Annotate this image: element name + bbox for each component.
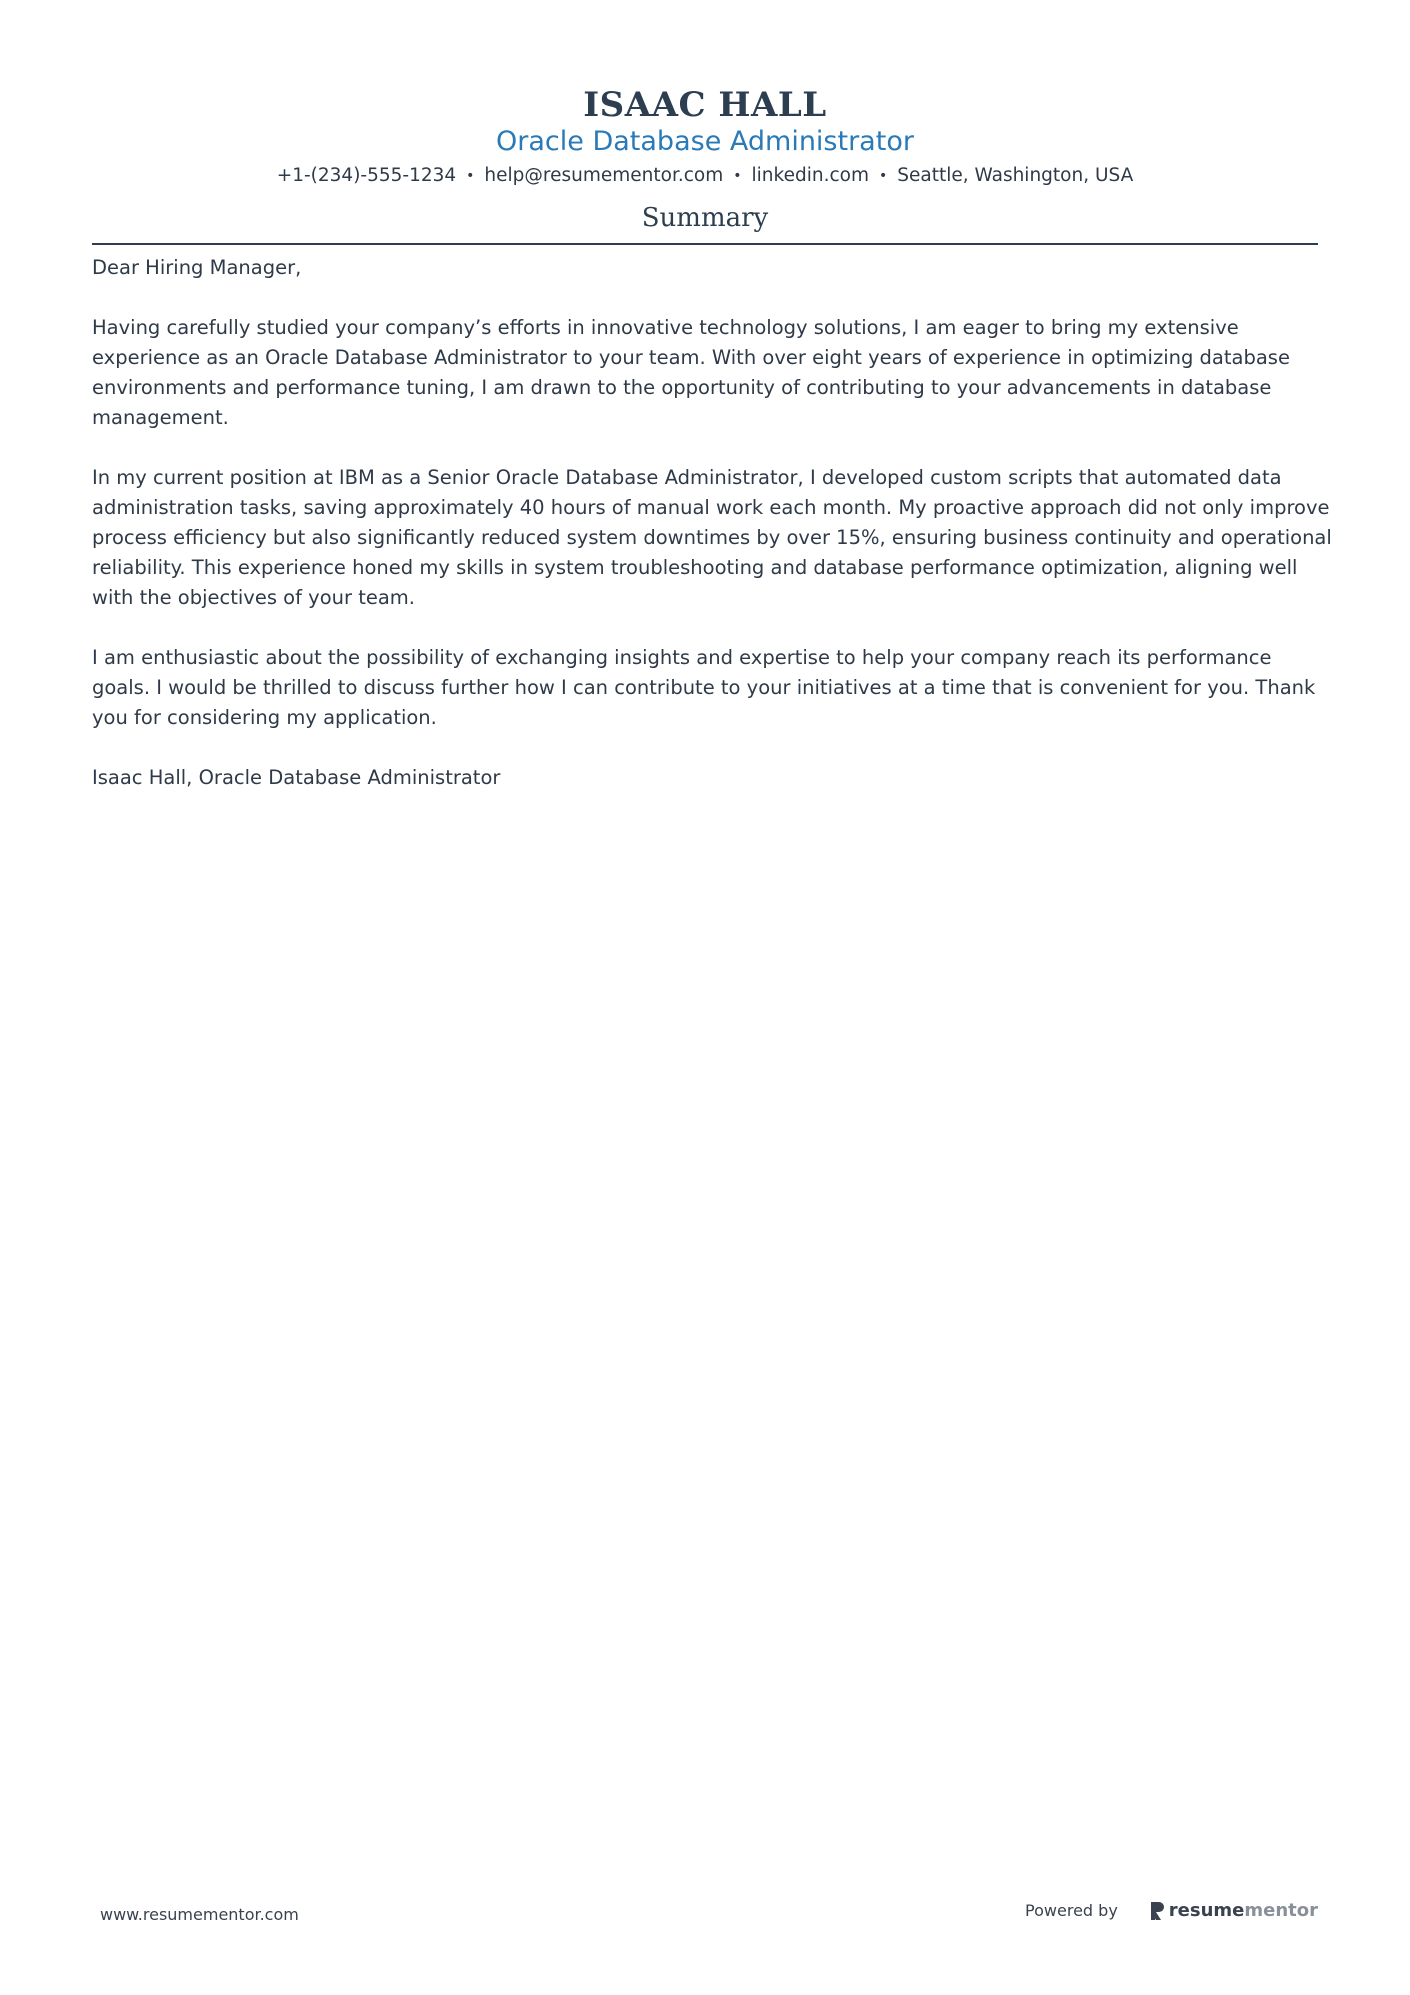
- brand-name-part2: mentor: [1244, 1900, 1318, 1921]
- candidate-name: ISAAC HALL: [583, 85, 827, 125]
- contact-linkedin[interactable]: linkedin.com: [751, 165, 869, 186]
- brand-name-part1: resume: [1168, 1900, 1245, 1921]
- brand-logo[interactable]: [1148, 1900, 1318, 1922]
- header: [92, 84, 1318, 188]
- letter-body: [92, 253, 1332, 823]
- section-heading-summary: Summary: [641, 203, 769, 233]
- footer-website[interactable]: www.resumementor.com: [100, 1905, 299, 1924]
- contact-phone: +1-(234)-555-1234: [276, 165, 457, 186]
- letter-signature: Isaac Hall, Oracle Database Administrator: [92, 766, 501, 789]
- letter-paragraph: Having carefully studied your company’s efforts in innovative technology solutions, I am eager to bring my extensive experience as an Oracle Database Administrator to your team. With over eight years of experience in optimizing database environments and performance tuning, I am drawn to the opportunity of contributing to your advancements in database management.: [92, 316, 1290, 429]
- footer-powered-by: [1025, 1900, 1318, 1922]
- letter-greeting: Dear Hiring Manager,: [92, 256, 302, 279]
- separator-dot: •: [878, 168, 888, 184]
- letter-paragraph: In my current position at IBM as a Senior Oracle Database Administrator, I developed custom scripts that automated data administration tasks, saving approximately 40 hours of manual work each month. My proactive approach did not only improve process efficiency but also significantly reduced system downtimes by over 15%, ensuring business continuity and operational reliability. This experience honed my skills in system troubleshooting and database performance optimization, aligning well with the objectives of your team.: [92, 466, 1332, 609]
- letter-paragraph: I am enthusiastic about the possibility of exchanging insights and expertise to help your company reach its performance goals. I would be thrilled to discuss further how I can contribute to your initiatives at a time that is convenient for you. Thank you for considering my application.: [92, 646, 1316, 729]
- job-title: Oracle Database Administrator: [496, 126, 914, 157]
- powered-by-label: Powered by: [1025, 1901, 1118, 1920]
- separator-dot: •: [466, 168, 475, 184]
- contact-line: [92, 164, 1318, 188]
- contact-location: Seattle, Washington, USA: [897, 165, 1134, 186]
- separator-dot: •: [733, 168, 742, 184]
- contact-email[interactable]: help@resumementor.com: [484, 165, 724, 186]
- section-divider: [92, 243, 1318, 245]
- resumementor-logo-icon: [1148, 1900, 1166, 1922]
